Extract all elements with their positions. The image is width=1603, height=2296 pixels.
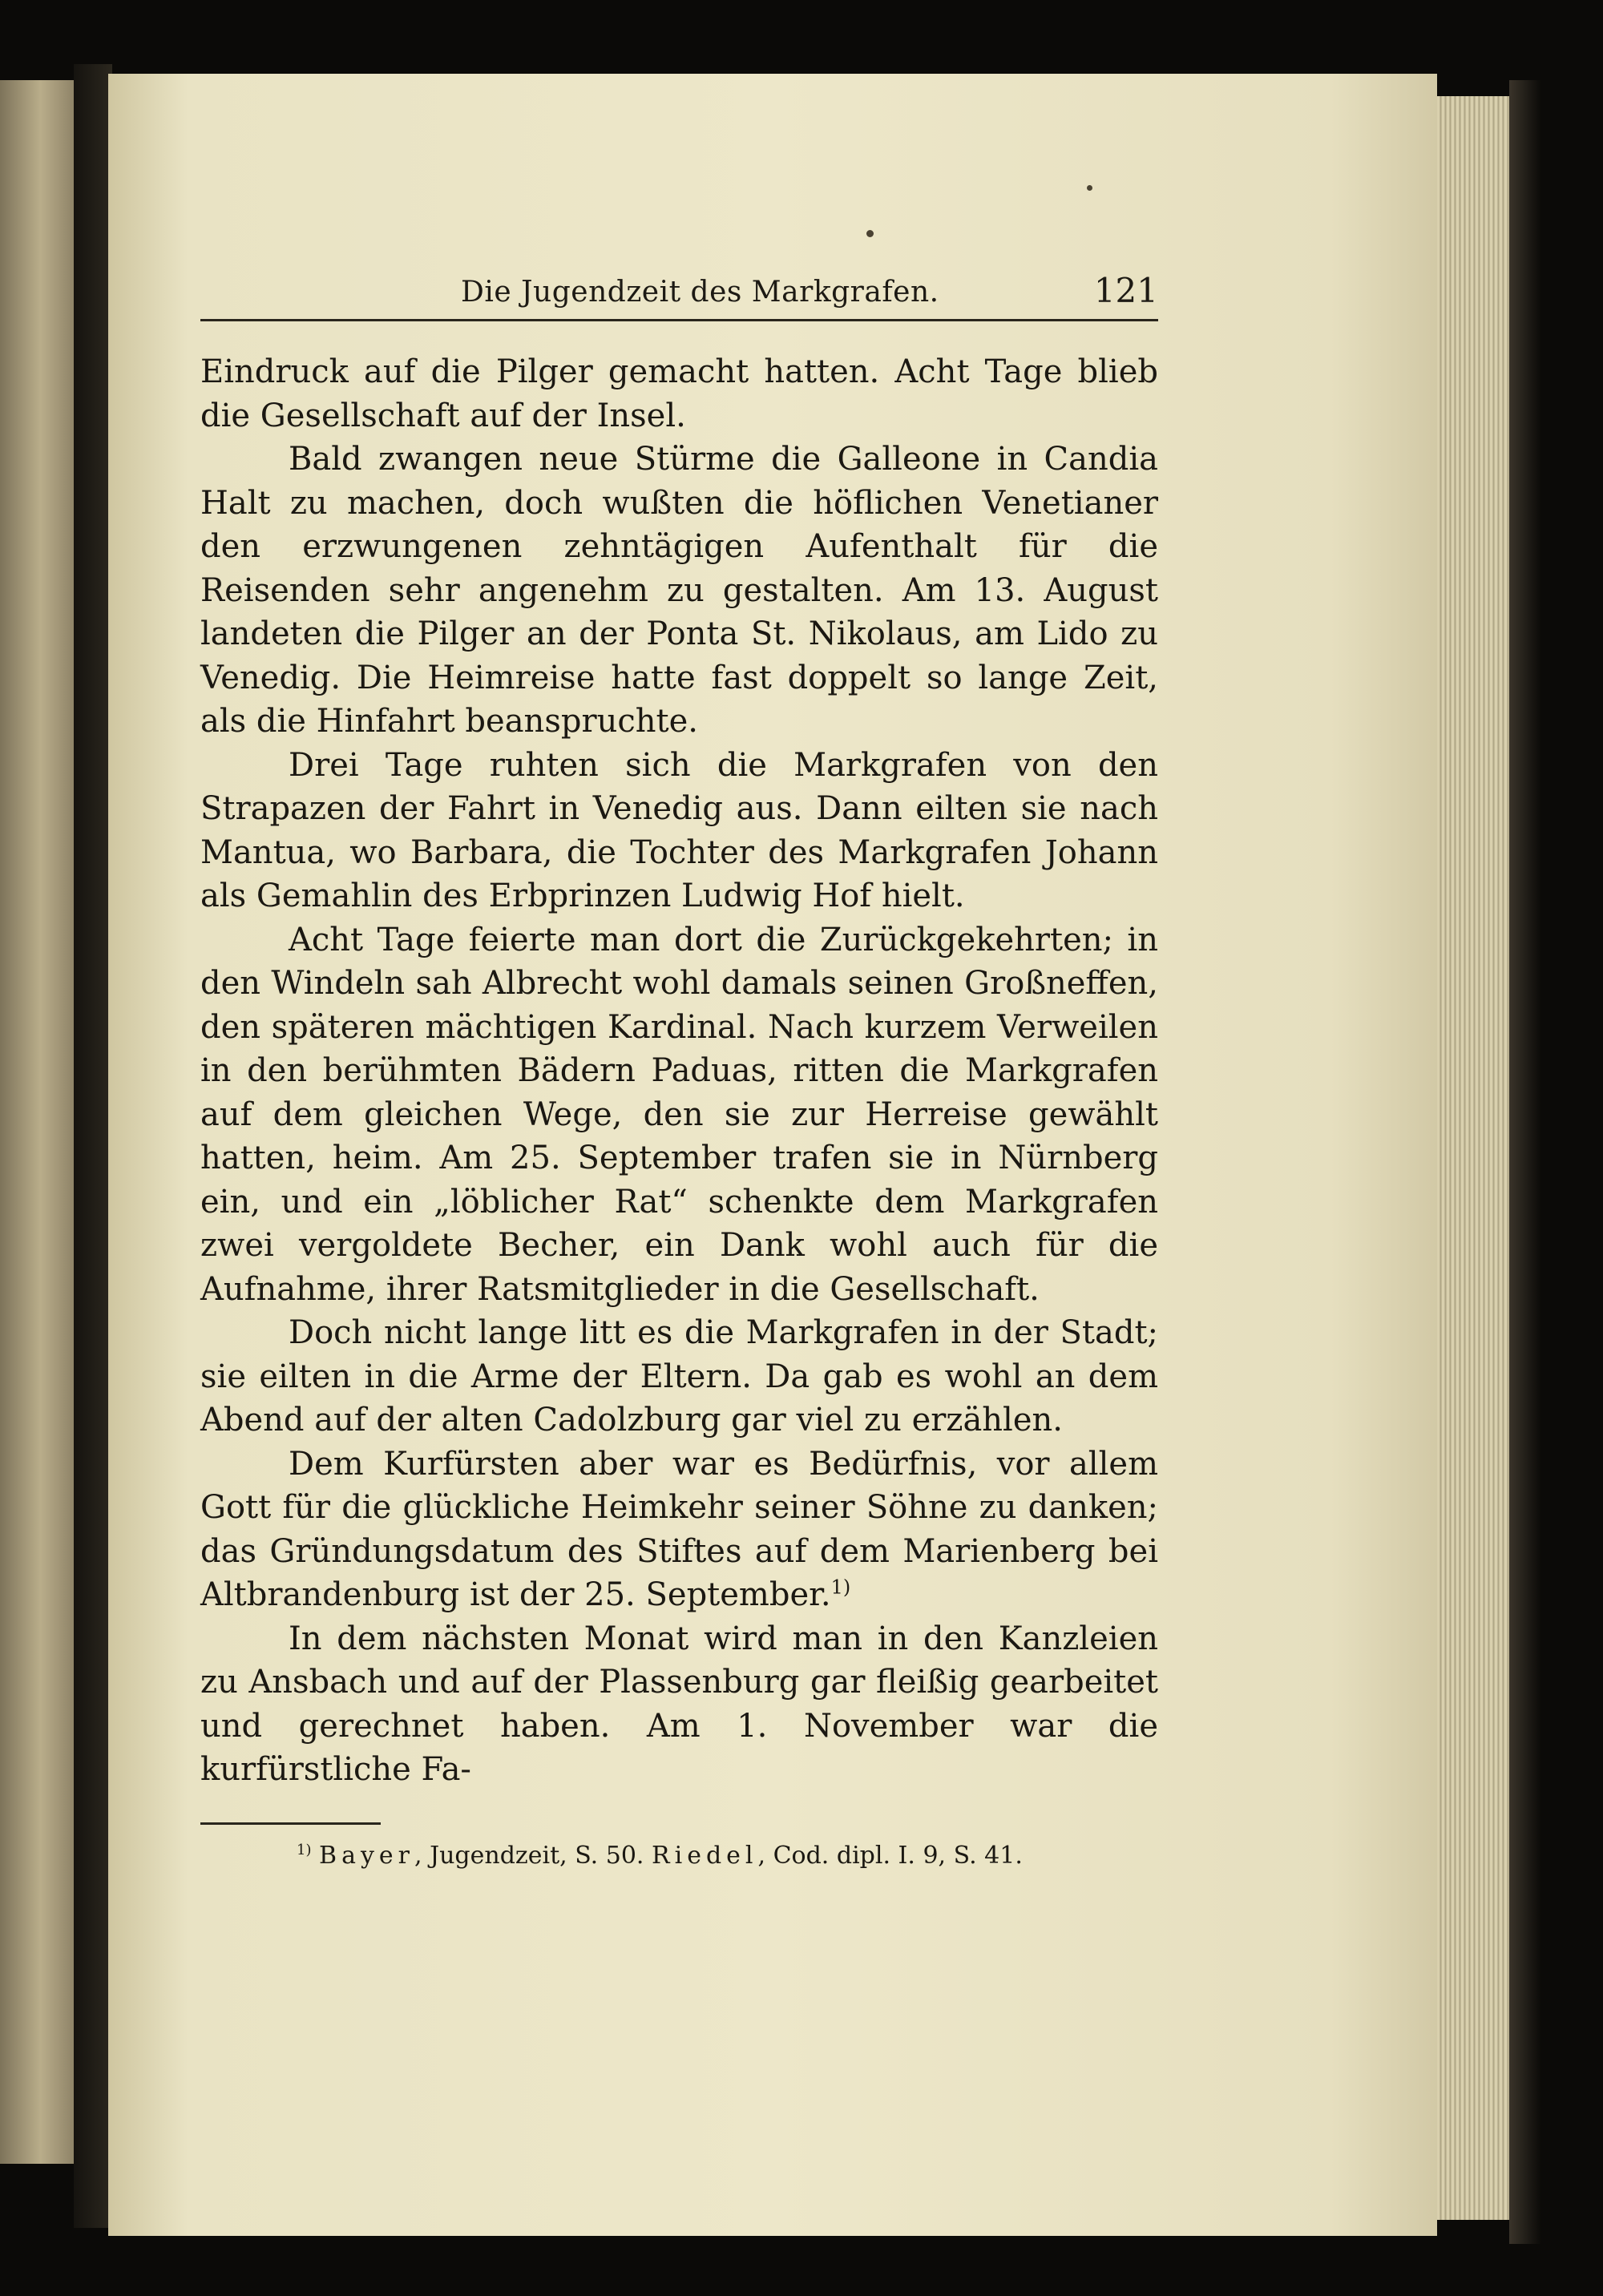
page-header: [200, 271, 1158, 321]
paragraph: In dem nächsten Monat wird man in den Kanzleien zu Ansbach und auf der Plassenburg gar fleißig gearbeitet und gerechnet haben. Am 1. November war die kurfürstliche Fa-: [200, 1620, 1158, 1788]
edge-shadow: [1509, 80, 1541, 2244]
footnote-citation: , Cod. dipl. I. 9, S. 41.: [757, 1842, 1023, 1870]
paragraph: Bald zwangen neue Stürme die Galleone in Candia Halt zu machen, doch wußten die höflichen Venetianer den erzwungenen zehntägigen Aufenthalt für die Reisenden sehr angenehm zu gestalten. Am 13. August landeten die Pilger an der Ponta St. Nikolaus, am Lido zu Venedig. Die Heimreise hatte fast doppelt so lange Zeit, als die Hinfahrt beanspruchte.: [200, 441, 1158, 740]
footnote-rule: [200, 1822, 381, 1825]
body-text: [200, 350, 1158, 1792]
paper-speck: [866, 230, 874, 237]
paragraph: Doch nicht lange litt es die Markgrafen in der Stadt; sie eilten in die Arme der Eltern. Da gab es wohl an dem Abend auf der alten Cadolzburg gar viel zu erzählen.: [200, 1314, 1158, 1439]
page-stack-edges: [1437, 96, 1509, 2220]
footnote-author: Riedel: [652, 1842, 758, 1870]
page-number: 121: [1093, 271, 1158, 310]
paper-speck: [1087, 185, 1092, 191]
paragraph: Drei Tage ruhten sich die Markgrafen von den Strapazen der Fahrt in Venedig aus. Dann eilten sie nach Mantua, wo Barbara, die Tochter des Markgrafen Johann als Gemahlin des Erbprinzen Ludwig Hof hielt.: [200, 746, 1158, 914]
facing-page-edge: [0, 80, 74, 2164]
footnote-author: Bayer: [319, 1842, 415, 1870]
paragraph-text: Dem Kurfürsten aber war es Bedürfnis, vor allem Gott für die glückliche Heimkehr seiner Söhne zu danken; das Gründungsdatum des Stiftes auf dem Marienberg bei Altbrandenburg ist der 25. September.: [200, 1445, 1158, 1613]
paragraph-with-footnote: [200, 1443, 1158, 1617]
paragraph: Acht Tage feierte man dort die Zurückgekehrten; in den Windeln sah Albrecht wohl damals seinen Großneffen, den späteren mächtigen Kardinal. Nach kurzem Verweilen in den berühmten Bädern Paduas, ritten die Markgrafen auf dem gleichen Wege, den sie zur Herreise gewählt hatten, heim. Am 25. September trafen sie in Nürnberg ein, und ein „löblicher Rat“ schenkte dem Markgrafen zwei vergoldete Becher, ein Dank wohl auch für die Aufnahme, ihrer Ratsmitglieder in die Gesellschaft.: [200, 921, 1158, 1308]
running-title: Die Jugendzeit des Markgrafen.: [461, 276, 939, 309]
footnote-citation: , Jugendzeit, S. 50.: [414, 1842, 644, 1870]
header-rule: [200, 319, 1158, 321]
footnote-marker: 1): [297, 1842, 312, 1858]
footnote: [297, 1840, 1162, 1872]
gutter-shadow: [74, 64, 112, 2228]
paragraph: Eindruck auf die Pilger gemacht hatten. Acht Tage blieb die Gesellschaft auf der Insel.: [200, 353, 1158, 434]
footnote-reference: 1): [830, 1576, 851, 1599]
